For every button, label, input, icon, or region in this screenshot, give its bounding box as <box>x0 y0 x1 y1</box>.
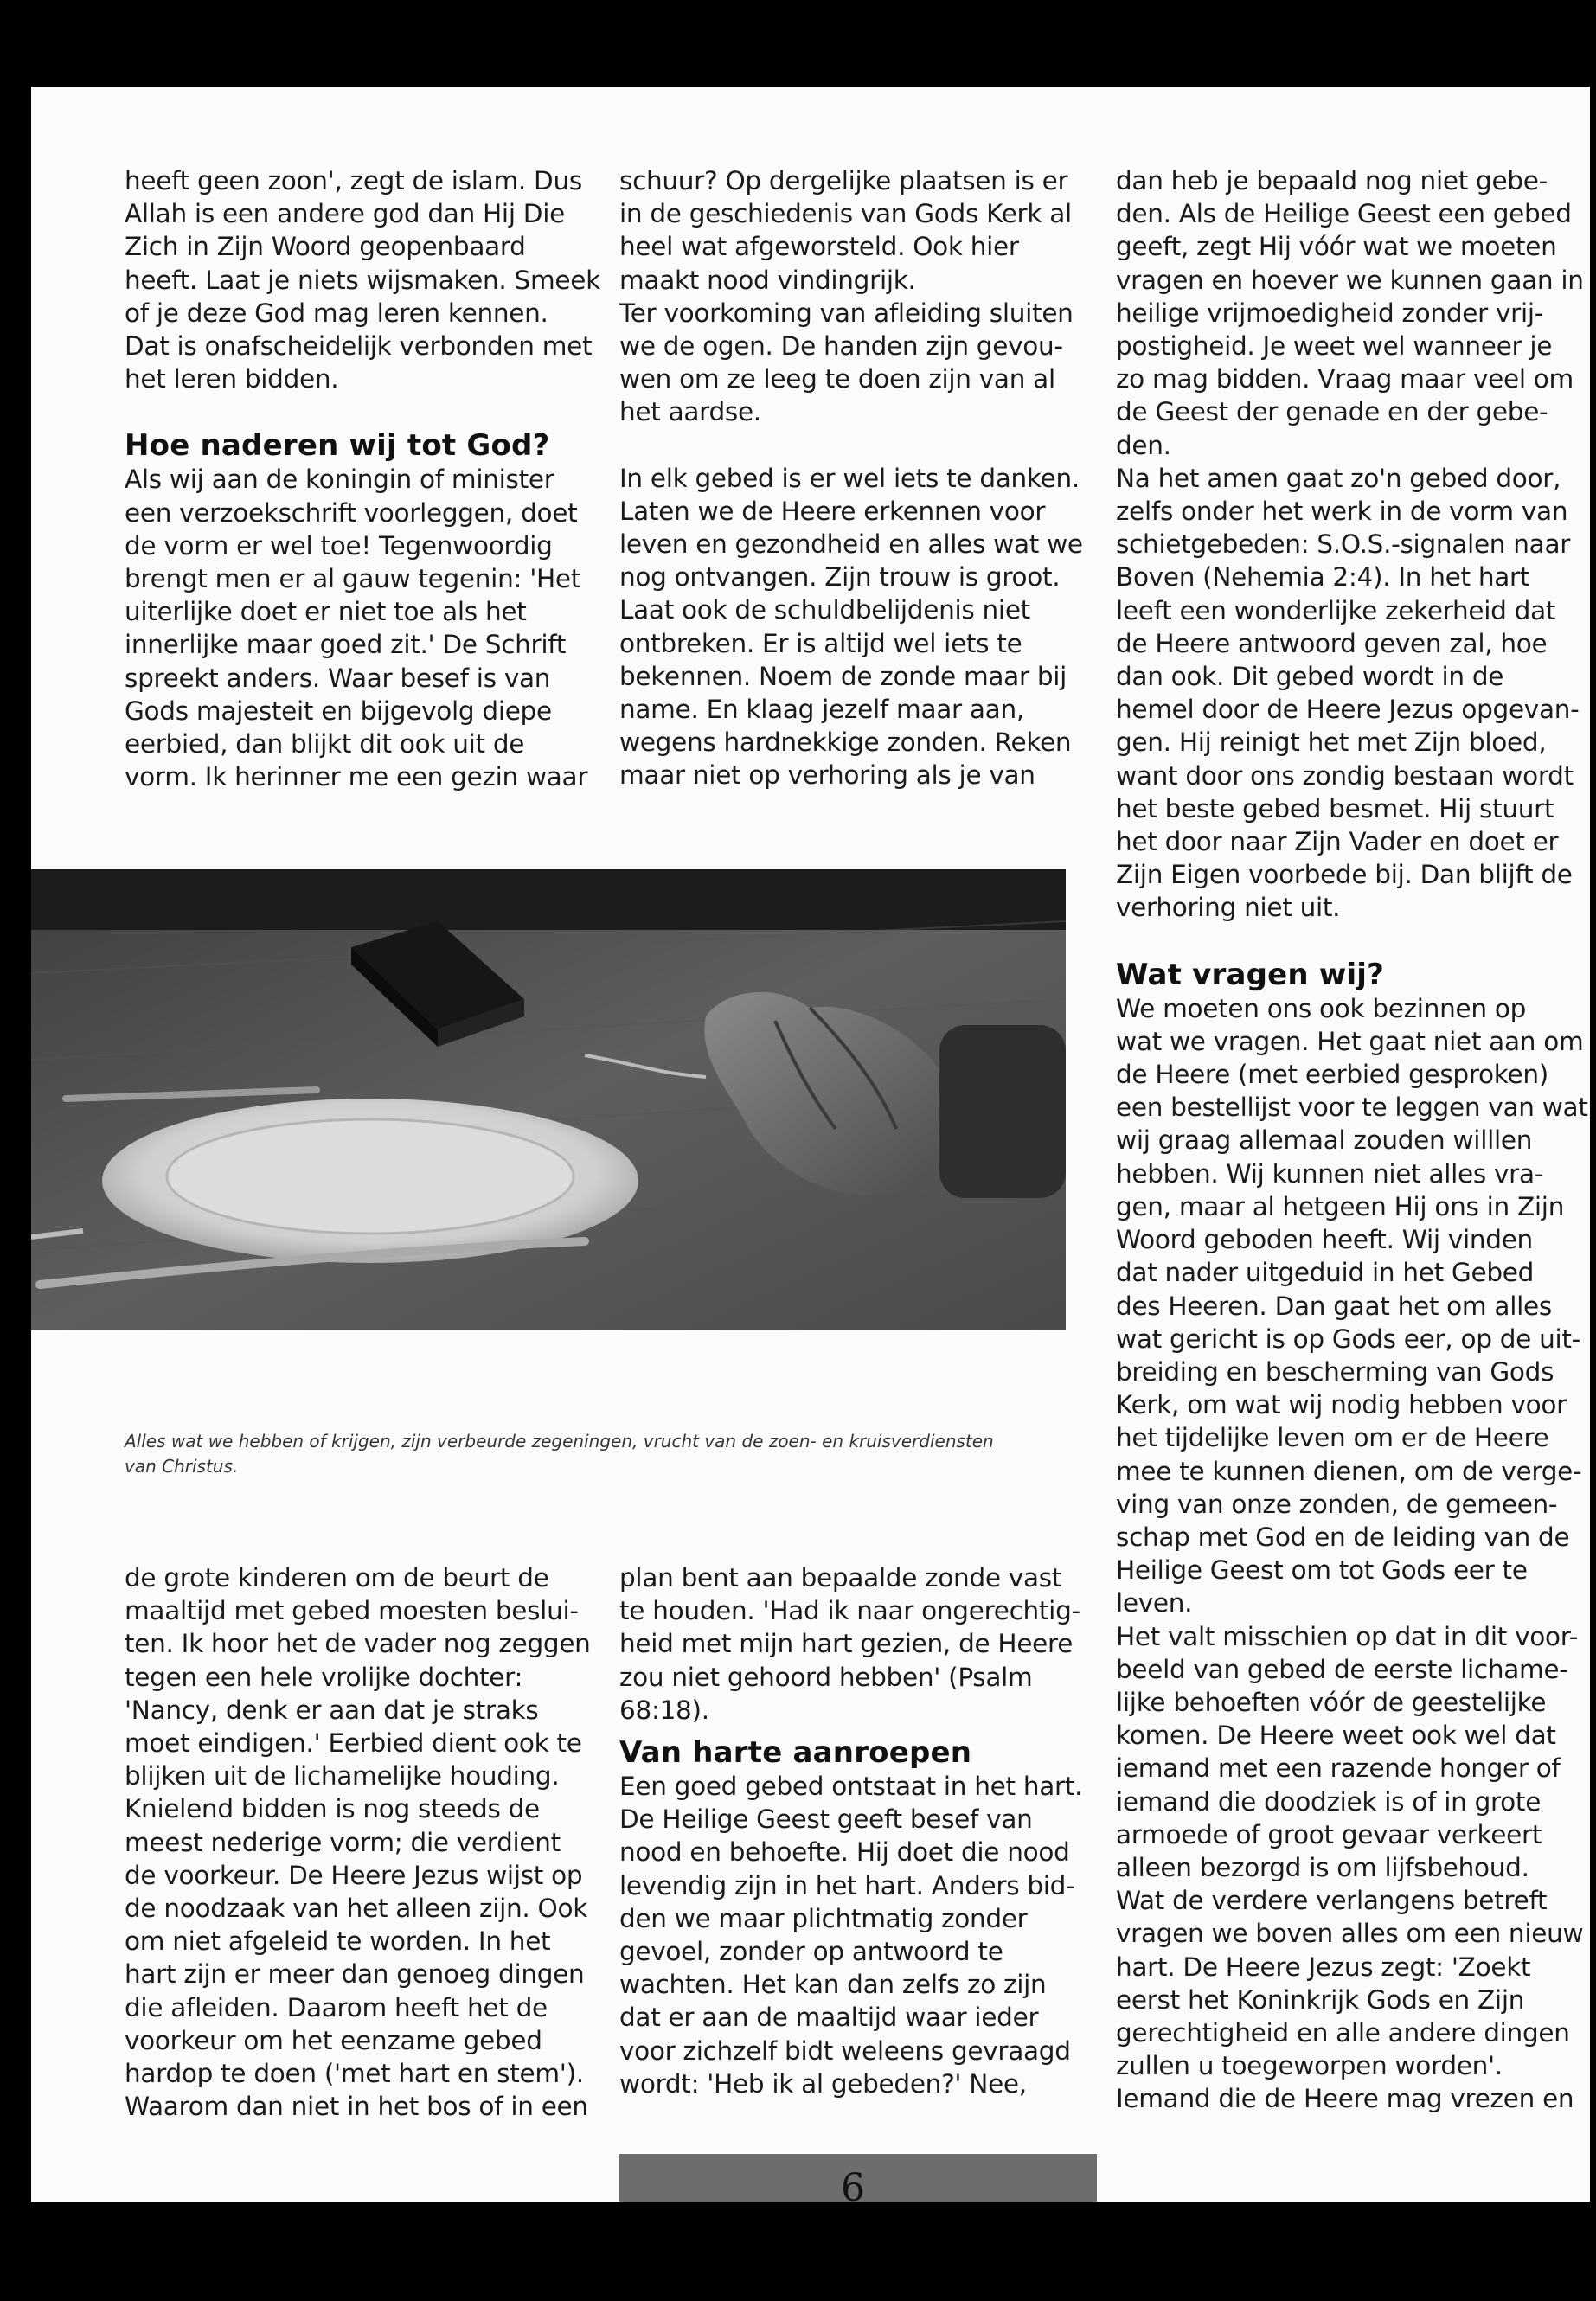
text-line: de noodzaak van het alleen zijn. Ook <box>125 1894 587 1924</box>
text-line: maar niet op verhoring als je van <box>619 760 1035 791</box>
text-line: een bestellijst voor te leggen van wat <box>1116 1093 1588 1123</box>
text-line: vorm. Ik herinner me een gezin waar <box>125 762 588 792</box>
text-line: Kerk, om wat wij nodig hebben voor <box>1116 1390 1567 1420</box>
section-heading: Van harte aanroepen <box>619 1735 972 1771</box>
text-line: blijken uit de lichamelijke houding. <box>125 1761 560 1791</box>
text-line: Als wij aan de koningin of minister <box>125 465 554 495</box>
text-line: beeld van gebed de eerste lichame- <box>1116 1654 1568 1684</box>
text-line: zou niet gehoord hebben' (Psalm <box>619 1662 1033 1692</box>
text-line: Het valt misschien op dat in dit voor- <box>1116 1621 1579 1651</box>
scan-border-bottom <box>0 2202 1596 2301</box>
text-line: Woord geboden heeft. Wij vinden <box>1116 1225 1533 1255</box>
text-line: voorkeur om het eenzame gebed <box>125 2025 542 2055</box>
text-line: Gods majesteit en bijgevolg diepe <box>125 695 552 726</box>
text-block <box>1116 164 1588 925</box>
text-line: heel wat afgeworsteld. Ook hier <box>619 232 1019 262</box>
text-block <box>125 1561 591 2123</box>
column-2-bottom <box>619 1561 1082 2100</box>
text-line: mee te kunnen dienen, om de verge- <box>1116 1456 1582 1486</box>
scan-border-right <box>1590 0 1596 2232</box>
text-line: tegen een hele vrolijke dochter: <box>125 1662 523 1692</box>
text-line: verhoring niet uit. <box>1116 893 1341 923</box>
text-line: het leren bidden. <box>125 364 339 394</box>
text-block <box>619 462 1083 792</box>
text-line: heid met mijn hart gezien, de Heere <box>619 1629 1074 1659</box>
text-line: eerst het Koninkrijk Gods en Zijn <box>1116 1984 1525 2015</box>
text-block <box>125 164 600 395</box>
text-line: eerbied, dan blijkt dit ook uit de <box>125 729 525 760</box>
text-line: schap met God en de leiding van de <box>1116 1522 1570 1552</box>
text-line: ten. Ik hoor het de vader nog zeggen <box>125 1629 591 1659</box>
text-line: Waarom dan niet in het bos of in een <box>125 2092 588 2122</box>
text-line: levendig zijn in het hart. Anders bid- <box>619 1870 1075 1900</box>
text-line: voor zichzelf bidt weleens gevraagd <box>619 2035 1071 2066</box>
text-line: want door ons zondig bestaan wordt <box>1116 760 1574 791</box>
text-line: 'Nancy, denk er aan dat je straks <box>125 1695 539 1725</box>
text-line: schuur? Op dergelijke plaatsen is er <box>619 166 1068 195</box>
text-line: om niet afgeleid te worden. In het <box>125 1926 551 1957</box>
text-line: heeft geen zoon', zegt de islam. Dus <box>125 166 582 195</box>
text-line: iemand met een razende honger of <box>1116 1753 1561 1784</box>
page-footer-bar <box>619 2154 1097 2202</box>
text-line: dan ook. Dit gebed wordt in de <box>1116 662 1504 692</box>
text-line: of je deze God mag leren kennen. <box>125 298 548 328</box>
text-line: Laat ook de schuldbelijdenis niet <box>619 595 1030 625</box>
section-heading: Hoe naderen wij tot God? <box>125 428 550 464</box>
column-1-top <box>125 164 600 793</box>
section-heading: Wat vragen wij? <box>1116 957 1385 992</box>
text-line: de Geest der genade en der gebe- <box>1116 397 1548 427</box>
text-line: Een goed gebed ontstaat in het hart. <box>619 1772 1083 1802</box>
text-line: nog ontvangen. Zijn trouw is groot. <box>619 562 1061 593</box>
photo-praying-hands-at-table <box>31 869 1066 1330</box>
text-line: armoede of groot gevaar verkeert <box>1116 1819 1542 1849</box>
text-line: iemand die doodziek is of in grote <box>1116 1786 1542 1817</box>
text-line: nood en behoefte. Hij doet die nood <box>619 1837 1070 1868</box>
text-line: alleen bezorgd is om lijfsbehoud. <box>1116 1852 1529 1882</box>
text-line: den. <box>1116 430 1171 460</box>
text-line: de Heere (met eerbied gesproken) <box>1116 1060 1548 1090</box>
text-line: dat nader uitgeduid in het Gebed <box>1116 1258 1535 1288</box>
text-line: name. En klaag jezelf maar aan, <box>619 695 1024 725</box>
column-1-bottom <box>125 1561 591 2123</box>
text-line: het beste gebed besmet. Hij stuurt <box>1116 793 1554 824</box>
text-line: ontbreken. Er is altijd wel iets te <box>619 628 1022 658</box>
text-line: bekennen. Noem de zonde maar bij <box>619 661 1067 691</box>
text-line: maaltijd met gebed moesten beslui- <box>125 1596 579 1626</box>
text-line: Wat de verdere verlangens betreft <box>1116 1886 1548 1916</box>
text-line: plan bent aan bepaalde zonde vast <box>619 1563 1062 1593</box>
text-line: zo mag bidden. Vraag maar veel om <box>1116 364 1574 394</box>
text-line: we de ogen. De handen zijn gevou- <box>619 331 1063 362</box>
text-line: in de geschiedenis van Gods Kerk al <box>619 199 1072 229</box>
text-line: uiterlijke doet er niet toe als het <box>125 597 527 627</box>
text-line: gerechtigheid en alle andere dingen <box>1116 2017 1570 2048</box>
text-line: wat we vragen. Het gaat niet aan om <box>1116 1026 1584 1056</box>
text-line: We moeten ons ook bezinnen op <box>1116 993 1526 1023</box>
text-line: heeft. Laat je niets wijsmaken. Smeek <box>125 265 600 295</box>
text-line: het tijdelijke leven om er de Heere <box>1116 1423 1549 1453</box>
page-number: 6 <box>841 2166 865 2202</box>
text-line: Zich in Zijn Woord geopenbaard <box>125 232 526 262</box>
text-line: hebben. Wij kunnen niet alles vra- <box>1116 1158 1544 1189</box>
text-line: de Heere antwoord geven zal, hoe <box>1116 628 1548 658</box>
text-line: wat gericht is op Gods eer, op de uit- <box>1116 1324 1580 1354</box>
text-line: hart. De Heere Jezus zegt: 'Zoekt <box>1116 1952 1531 1982</box>
text-line: de voorkeur. De Heere Jezus wijst op <box>125 1860 583 1890</box>
text-line: Allah is een andere god dan Hij Die <box>125 199 565 229</box>
text-line: vragen en hoever we kunnen gaan in <box>1116 265 1584 295</box>
text-line: zullen u toegeworpen worden'. <box>1116 2051 1503 2081</box>
text-line: hemel door de Heere Jezus opgevan- <box>1116 695 1580 725</box>
text-line: Dat is onafscheidelijk verbonden met <box>125 331 593 362</box>
text-line: geeft, zegt Hij vóór wat we moeten <box>1116 232 1557 262</box>
text-line: moet eindigen.' Eerbied dient ook te <box>125 1728 582 1759</box>
text-line: wachten. Het kan dan zelfs zo zijn <box>619 1970 1047 2000</box>
text-line: gen, maar al hetgeen Hij ons in Zijn <box>1116 1191 1565 1221</box>
text-block <box>619 164 1083 429</box>
text-line: leven. <box>1116 1588 1193 1618</box>
text-line: Knielend bidden is nog steeds de <box>125 1794 540 1824</box>
text-line: vragen we boven alles om een nieuw <box>1116 1919 1584 1949</box>
text-line: dat er aan de maaltijd waar ieder <box>619 2003 1039 2033</box>
text-line: gevoel, zonder op antwoord te <box>619 1937 1003 1967</box>
text-line: Heilige Geest om tot Gods eer te <box>1116 1555 1528 1586</box>
text-line: In elk gebed is er wel iets te danken. <box>619 463 1080 493</box>
column-3 <box>1116 164 1588 2116</box>
text-line: 68:18). <box>619 1695 709 1725</box>
text-line: den we maar plichtmatig zonder <box>619 1903 1028 1933</box>
text-line: wen om ze leeg te doen zijn van al <box>619 364 1055 394</box>
scan-border-left <box>0 0 31 2232</box>
text-line: schietgebeden: S.O.S.-signalen naar <box>1116 529 1571 560</box>
text-line: Na het amen gaat zo'n gebed door, <box>1116 463 1561 493</box>
photo-caption <box>125 1429 1067 1479</box>
text-line: meest nederige vorm; die verdient <box>125 1827 561 1857</box>
scan-border-top <box>0 0 1596 87</box>
text-line: de vorm er wel toe! Tegenwoordig <box>125 530 553 561</box>
caption-line: van Christus. <box>125 1456 239 1477</box>
text-block <box>125 463 600 793</box>
text-line: leven en gezondheid en alles wat we <box>619 529 1083 560</box>
text-block <box>619 1561 1082 1727</box>
text-line: ving van onze zonden, de gemeen- <box>1116 1489 1558 1519</box>
text-line: zelfs onder het werk in de vorm van <box>1116 497 1568 527</box>
text-line: postigheid. Je weet wel wanneer je <box>1116 331 1553 362</box>
text-line: Zijn Eigen voorbede bij. Dan blijft de <box>1116 860 1573 890</box>
text-line: Boven (Nehemia 2:4). In het hart <box>1116 562 1530 593</box>
text-line: den. Als de Heilige Geest een gebed <box>1116 199 1572 229</box>
text-block <box>619 1770 1082 2100</box>
text-line: des Heeren. Dan gaat het om alles <box>1116 1291 1552 1321</box>
column-2-top <box>619 164 1083 792</box>
caption-line: Alles wat we hebben of krijgen, zijn verbeurde zegeningen, vrucht van de zoen- en kruisverdiensten <box>125 1431 994 1452</box>
text-block <box>1116 992 1588 2116</box>
text-line: wij graag allemaal zouden willlen <box>1116 1125 1533 1156</box>
text-line: te houden. 'Had ik naar ongerechtig- <box>619 1596 1080 1626</box>
text-line: innerlijke maar goed zit.' De Schrift <box>125 630 567 660</box>
text-line: het door naar Zijn Vader en doet er <box>1116 827 1559 857</box>
text-line: die afleiden. Daarom heeft het de <box>125 1992 548 2022</box>
text-line: Laten we de Heere erkennen voor <box>619 496 1046 526</box>
text-line: breiding en bescherming van Gods <box>1116 1356 1554 1387</box>
text-line: een verzoekschrift voorleggen, doet <box>125 497 578 528</box>
text-line: wordt: 'Heb ik al gebeden?' Nee, <box>619 2068 1027 2099</box>
text-line: hart zijn er meer dan genoeg dingen <box>125 1959 585 1990</box>
text-line: hardop te doen ('met hart en stem'). <box>125 2059 584 2089</box>
text-line: dan heb je bepaald nog niet gebe- <box>1116 166 1548 195</box>
text-line: de grote kinderen om de beurt de <box>125 1563 549 1593</box>
text-line: het aardse. <box>619 397 761 427</box>
text-line: brengt men er al gauw tegenin: 'Het <box>125 564 580 594</box>
text-line: Iemand die de Heere mag vrezen en <box>1116 2084 1574 2114</box>
text-line: komen. De Heere weet ook wel dat <box>1116 1721 1556 1751</box>
text-line: spreekt anders. Waar besef is van <box>125 663 551 693</box>
text-line: gen. Hij reinigt het met Zijn bloed, <box>1116 727 1547 758</box>
text-line: heilige vrijmoedigheid zonder vrij- <box>1116 298 1544 328</box>
text-line: lijke behoeften vóór de geestelijke <box>1116 1687 1547 1717</box>
text-line: De Heilige Geest geeft besef van <box>619 1804 1033 1835</box>
text-line: leeft een wonderlijke zekerheid dat <box>1116 595 1556 625</box>
text-line: wegens hardnekkige zonden. Reken <box>619 727 1072 758</box>
magazine-page <box>31 87 1590 2202</box>
text-line: maakt nood vindingrijk. <box>619 265 916 295</box>
text-line: Ter voorkoming van afleiding sluiten <box>619 298 1074 328</box>
